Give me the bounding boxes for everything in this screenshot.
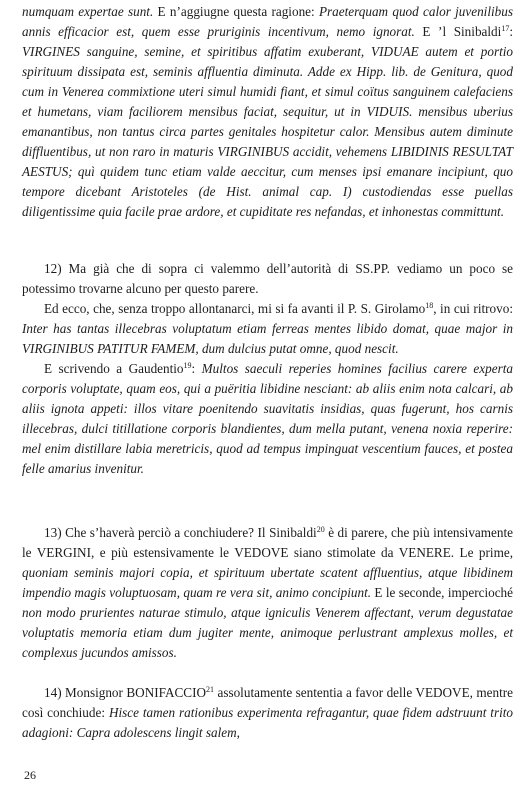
- latin-quote: numquam expertae sunt.: [22, 4, 154, 19]
- text-run: 14) Monsignor BONIFACCIO: [44, 685, 207, 700]
- latin-quote: quoniam seminis majori copia, et spirituum ubertate scatent affluentius, atque libidinem impendio magis voluptuosam, quam re vera sit, animo concipiunt.: [22, 565, 513, 600]
- text-run: E scrivendo a Gaudentio: [44, 361, 184, 376]
- paragraph-11-continuation: [22, 2, 513, 222]
- text-run: 13) Che s’haverà perciò a conchiudere? Il Sinibaldi: [44, 525, 317, 540]
- latin-quote: VIRGINES sanguine, semine, et spiritibus affatim exuberant, VIDUAE autem et portio spirituum dissipata est, seminis affluentia diminuta. Adde ex Hipp. lib. de Genitura, quod cum in Venerea commixtione uteri simul humidi fiant, et simul coïtus sanguinem calefaciens et humetans, viam faciliorem mensibus faciat, sequitur, ut in VIDUIS. mensibus uberius emanantibus, non tantus circa partes genitales hospitetur calor. Mensibus autem diminute diffluentibus, ut non raro in maturis VIRGINIBUS accidit, vehemens LIBIDINIS RESULTAT AESTUS; quì quidem tunc etiam valde aeccitur, cum menses ipsi emanare incipiunt, quo tempore dicebant Aristoteles (de Hist. animal cap. I) custodiendas esse puellas diligentissime quia facile prae ardore, et cupiditate res nefandas, et inhonestas committunt.: [22, 44, 513, 219]
- footnote-ref: 21: [206, 685, 215, 694]
- text-run: :: [191, 361, 202, 376]
- latin-quote: non modo prurientes naturae stimulo, atque igniculis Venerem affectant, verum degustatae voluptatis memoria etiam dum jugiter mente, animoque perlustrant amplexus molles, et complexus jucundos amissos.: [22, 605, 513, 660]
- paragraph-12-intro: 12) Ma già che di sopra ci valemmo dell’autorità di SS.PP. vediamo un poco se potessimo trovarne alcuno per questo parere.: [22, 261, 513, 296]
- section-13: [22, 523, 513, 663]
- text-run: E ’l Sinibaldi: [414, 24, 502, 39]
- text-run: Ed ecco, che, senza troppo allontanarci, mi si fa avanti il P. S. Girolamo: [44, 301, 426, 316]
- latin-quote: Hisce tamen rationibus experimenta refragantur, quae fidem adstruunt trito adagioni: Capra adolescens lingit salem,: [22, 705, 513, 740]
- latin-quote: Praeterquam quod calor juvenilibus annis efficacior est, quem esse pruriginis incentivum, nemo ignorat.: [22, 4, 513, 39]
- text-run: assolutamente sententia a favor delle VEDOVE, mentre così conchiude:: [22, 685, 513, 720]
- latin-quote: Multos saeculi reperies homines facilius carere experta corporis voluptate, quam eos, qui a puëritia libidine nesciant: ab aliis enim nota calcari, ab aliis ignota appeti: illos vitare poenitendo suavitatis insidias, quas fugerunt, hos carnis illecebras, dulci titillatione corporis blandientes, dum mella putant, venena noxia reperire: mel enim distillare labia meretricis, quod ad tempus impinguat vescentium fauces, et postea felle amarius invenitur.: [22, 361, 513, 476]
- section-14: [22, 683, 513, 743]
- footnote-ref: 17: [501, 24, 510, 33]
- paragraph-girolamo: [22, 299, 513, 359]
- latin-quote: Inter has tantas illecebras voluptatum etiam ferreas mentes libido domat, quae major in VIRGINIBUS PATITUR FAMEM, dum dulcius putat omne, quod nescit.: [22, 321, 513, 356]
- footnote-ref: 18: [425, 301, 434, 310]
- text-run: , in cui ritrovo:: [433, 301, 513, 316]
- footnote-ref: 20: [316, 525, 325, 534]
- footnote-ref: 19: [183, 361, 192, 370]
- paragraph: [22, 683, 513, 743]
- text-run: E le seconde, impercioché: [371, 585, 513, 600]
- paragraph: [22, 2, 513, 222]
- text-run: :: [509, 24, 513, 39]
- page-number: 26: [24, 768, 36, 782]
- text-run: E n’aggiugne questa ragione:: [153, 4, 319, 19]
- paragraph-gaudentio: [22, 359, 513, 479]
- text-run: è di parere, che più intensivamente le VERGINI, e più estensivamente le VEDOVE siano stimolate da VENERE. Le prime,: [22, 525, 513, 560]
- section-12: [22, 259, 513, 479]
- paragraph: [22, 523, 513, 663]
